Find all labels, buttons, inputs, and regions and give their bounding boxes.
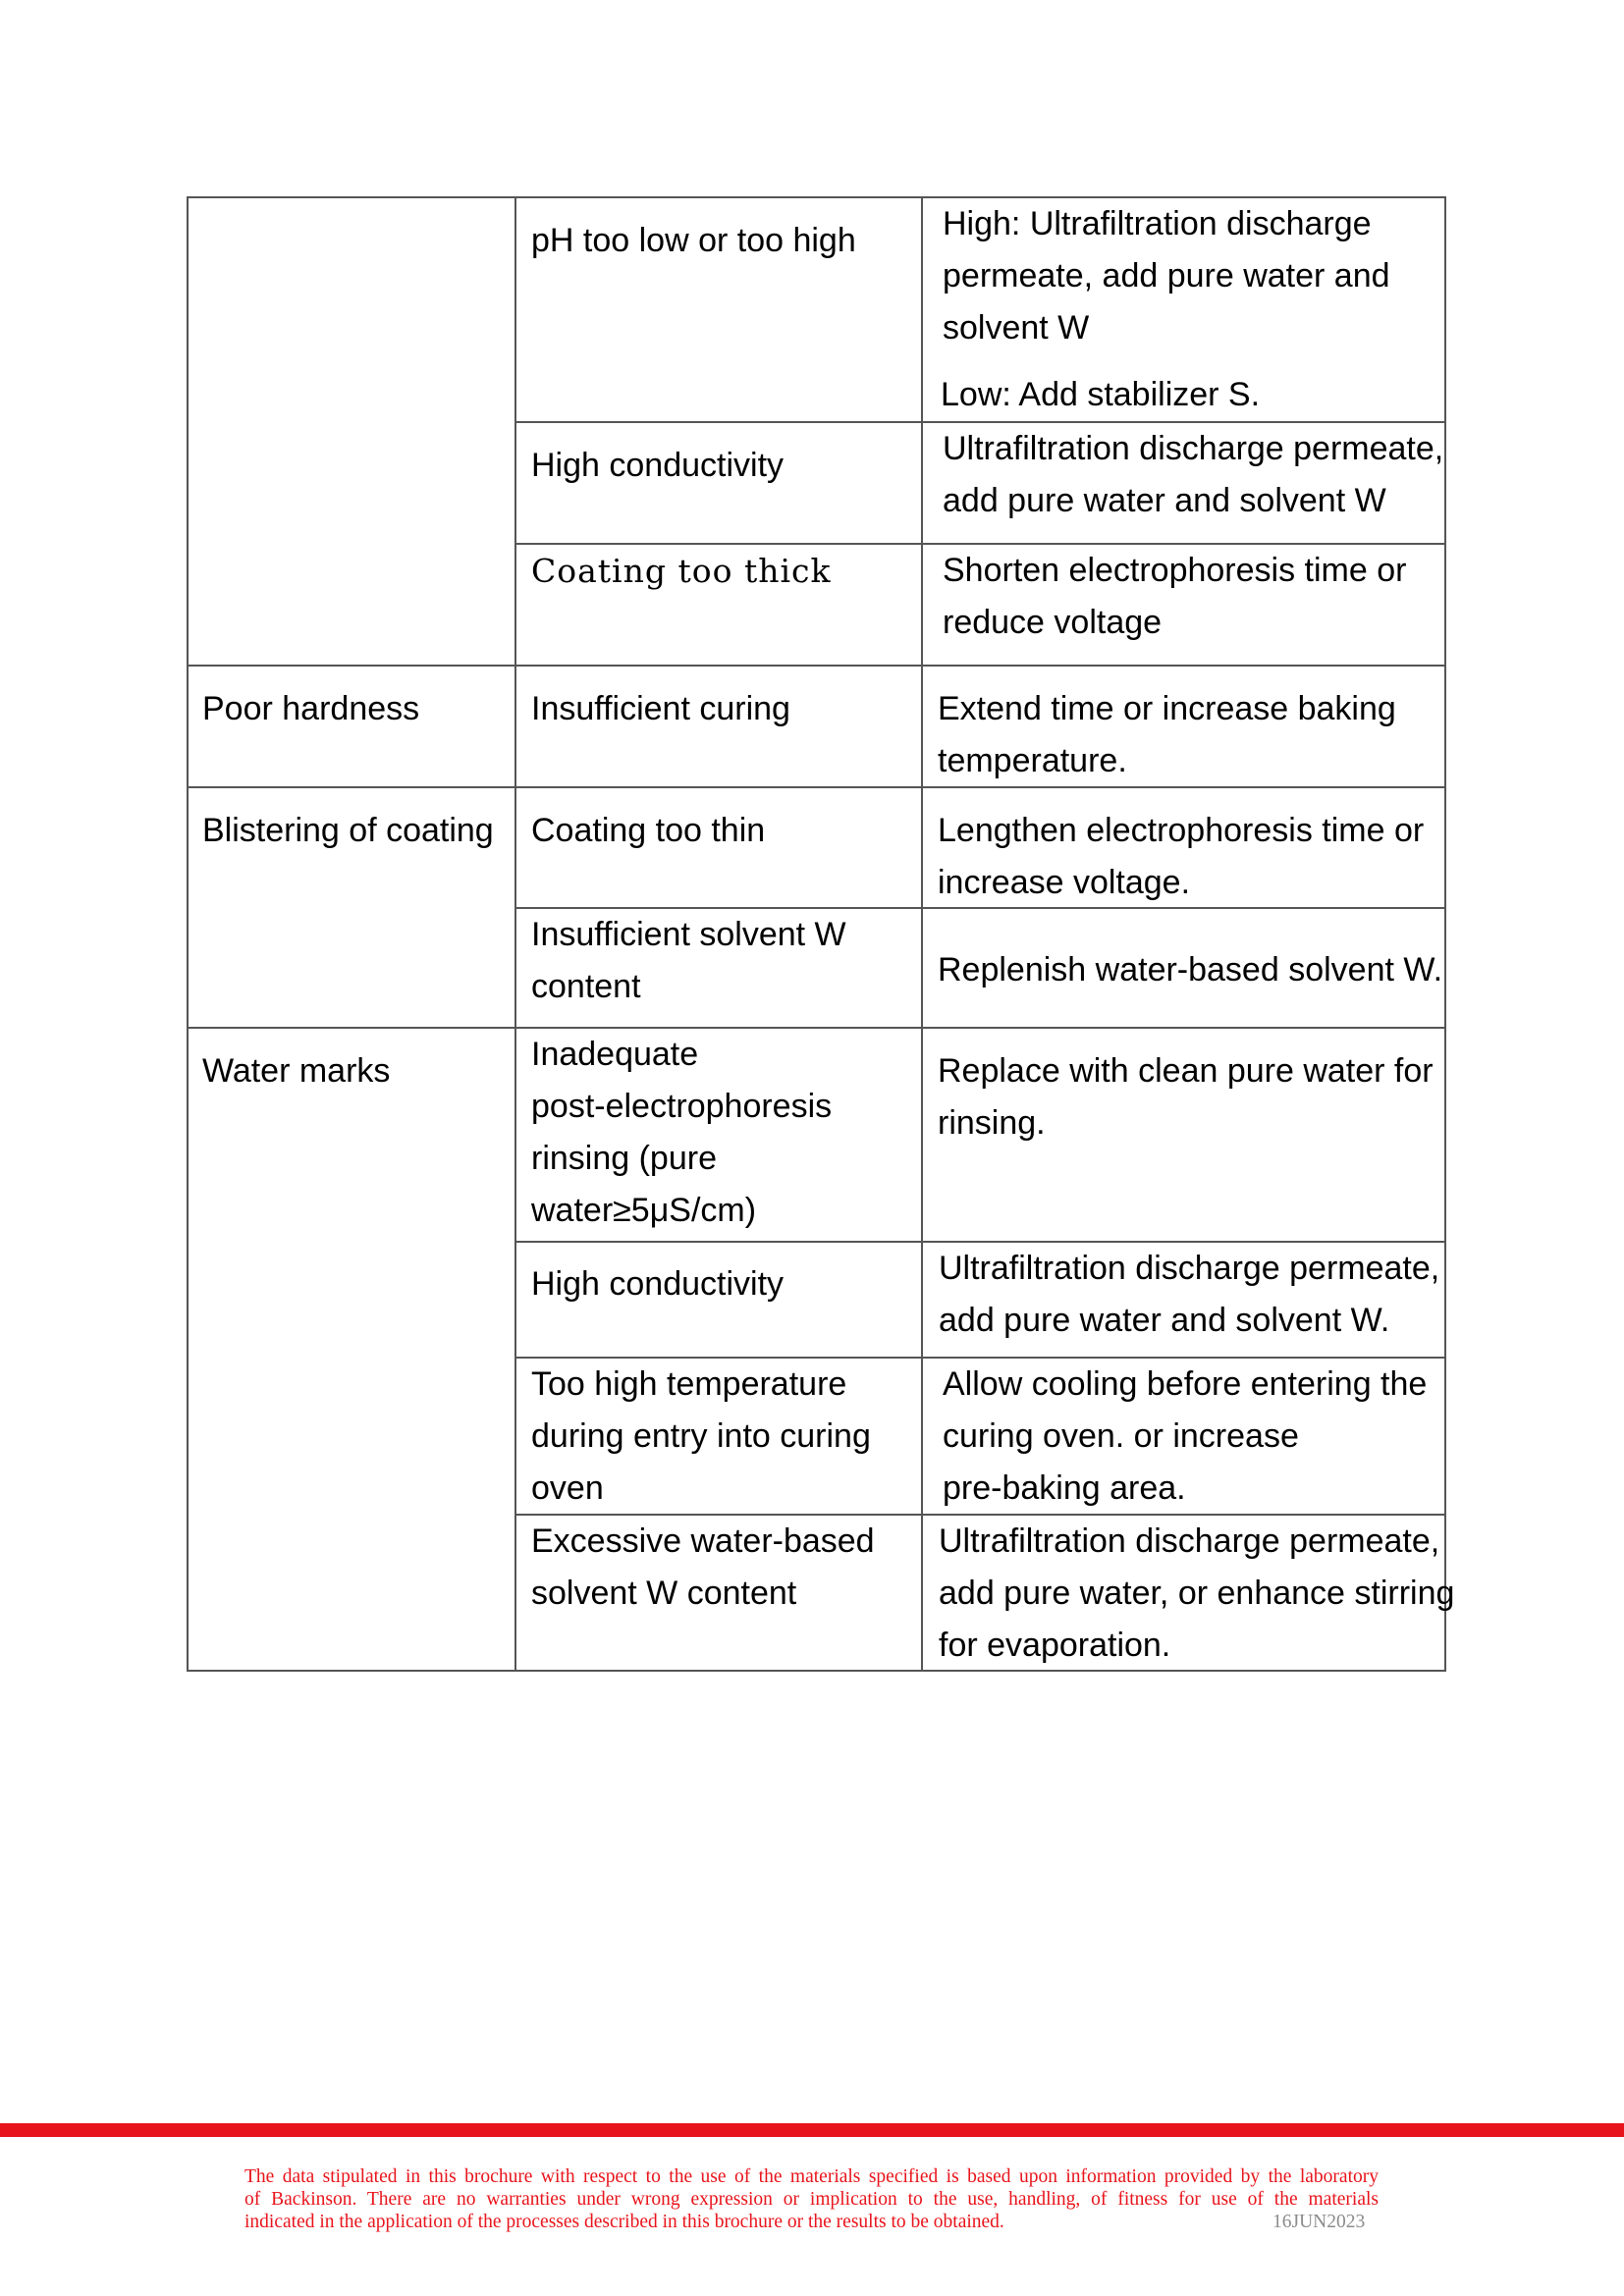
cause-cell-line: Too high temperature bbox=[531, 1365, 847, 1403]
remedy-cell-line: permeate, add pure water and bbox=[943, 257, 1390, 294]
document-date: 16JUN2023 bbox=[1272, 2212, 1366, 2232]
cause-cell-line: Insufficient solvent W bbox=[531, 916, 846, 953]
symptom-cell: Blistering of coating bbox=[202, 812, 494, 849]
remedy-cell-line: Lengthen electrophoresis time or bbox=[938, 812, 1425, 849]
cause-cell-line: water≥5μS/cm) bbox=[531, 1192, 757, 1229]
remedy-cell-line: Replace with clean pure water for bbox=[938, 1052, 1434, 1090]
cause-cell-line: post-electrophoresis bbox=[531, 1088, 833, 1125]
remedy-cell-line: add pure water and solvent W bbox=[943, 482, 1386, 519]
cause-cell: pH too low or too high bbox=[531, 222, 856, 259]
footer-red-rule bbox=[0, 2123, 1624, 2137]
remedy-cell-line: Allow cooling before entering the bbox=[943, 1365, 1428, 1403]
remedy-cell-line: Extend time or increase baking bbox=[938, 690, 1396, 727]
disclaimer-line: indicated in the application of the processes described in this brochure or the results to be obtained. bbox=[244, 2212, 1004, 2232]
cause-cell-line: rinsing (pure bbox=[531, 1140, 717, 1177]
cause-cell: High conductivity bbox=[531, 1265, 785, 1303]
remedy-cell-line: High: Ultrafiltration discharge bbox=[943, 205, 1372, 242]
remedy-cell-line: for evaporation. bbox=[939, 1627, 1171, 1664]
remedy-cell-line: reduce voltage bbox=[943, 604, 1163, 641]
cause-cell-line: Excessive water-based bbox=[531, 1522, 875, 1560]
column-divider bbox=[514, 196, 516, 1672]
remedy-cell-line: Ultrafiltration discharge permeate, bbox=[939, 1250, 1440, 1287]
cause-cell-line: oven bbox=[531, 1469, 604, 1507]
remedy-cell-line: pre-baking area. bbox=[943, 1469, 1186, 1507]
cause-cell: High conductivity bbox=[531, 447, 785, 484]
table-border-left bbox=[187, 196, 189, 1672]
disclaimer-line: The data stipulated in this brochure with respect to the use of the materials specified is based upon information provided by the laboratory bbox=[244, 2166, 1379, 2187]
table-border-right bbox=[1444, 196, 1446, 1672]
remedy-cell-line: Ultrafiltration discharge permeate, bbox=[943, 430, 1444, 467]
remedy-cell-line: add pure water, or enhance stirring bbox=[939, 1575, 1455, 1612]
remedy-cell-line: Shorten electrophoresis time or bbox=[943, 552, 1407, 589]
disclaimer-line: of Backinson. There are no warranties under wrong expression or implication to the use, handling, of fitness for use of the materials bbox=[244, 2189, 1379, 2210]
cause-cell-line: Inadequate bbox=[531, 1036, 699, 1073]
remedy-cell-line: increase voltage. bbox=[938, 864, 1191, 901]
remedy-cell-line: curing oven. or increase bbox=[943, 1417, 1299, 1455]
remedy-cell-line: Ultrafiltration discharge permeate, bbox=[939, 1522, 1440, 1560]
symptom-cell: Water marks bbox=[202, 1052, 391, 1090]
remedy-cell-line: Low: Add stabilizer S. bbox=[941, 376, 1261, 413]
cause-cell-line: solvent W content bbox=[531, 1575, 797, 1612]
remedy-cell-line: rinsing. bbox=[938, 1104, 1046, 1142]
cause-cell: Coating too thin bbox=[531, 812, 766, 849]
remedy-cell-line: solvent W bbox=[943, 309, 1090, 347]
row-divider bbox=[187, 1027, 1446, 1029]
remedy-cell-line: add pure water and solvent W. bbox=[939, 1302, 1390, 1339]
row-divider bbox=[187, 665, 1446, 667]
table-border-bottom bbox=[187, 1670, 1446, 1672]
symptom-cell: Poor hardness bbox=[202, 690, 420, 727]
cause-cell-line: during entry into curing bbox=[531, 1417, 871, 1455]
row-divider bbox=[187, 786, 1446, 788]
column-divider bbox=[921, 196, 923, 1672]
troubleshooting-table bbox=[187, 196, 1455, 1672]
cause-cell-line: content bbox=[531, 968, 641, 1005]
remedy-cell-line: temperature. bbox=[938, 742, 1127, 779]
remedy-cell: Replenish water-based solvent W. bbox=[938, 951, 1443, 988]
cause-cell: Insufficient curing bbox=[531, 690, 790, 727]
cause-cell: Coating too thick bbox=[531, 552, 832, 590]
